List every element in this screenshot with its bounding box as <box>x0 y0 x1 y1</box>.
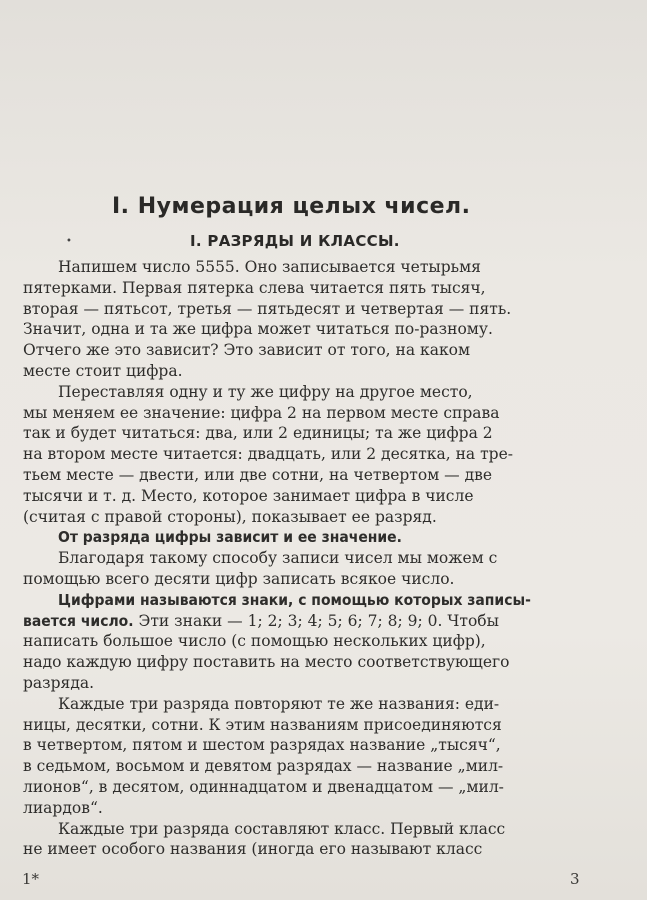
digits-list: Эти знаки — 1; 2; 3; 4; 5; 6; 7; 8; 9; 0. Чтобы <box>133 611 499 630</box>
text-line: Переставляя одну и ту же цифру на другое место, <box>58 382 473 401</box>
text-line: написать большое число (с помощью нескольких цифр), <box>23 632 486 651</box>
text-line: вторая — пятьсот, третья — пятьдесят и четвертая — пять. <box>23 299 512 318</box>
text-line: лионов“, в десятом, одиннадцатом и двенадцатом — „мил- <box>23 777 504 796</box>
text-line: в седьмом, восьмом и девятом разрядах — название „мил- <box>23 757 504 776</box>
text-line: тьем месте — двести, или две сотни, на четвертом — две <box>23 465 493 484</box>
text-line: Каждые три разряда составляют класс. Первый класс <box>58 819 506 838</box>
text-line: ницы, десятки, сотни. К этим названиям присоединяются <box>23 715 502 734</box>
text-line: (считая с правой стороны), показывает ее разряд. <box>23 507 437 526</box>
text-line: на втором месте читается: двадцать, или 2 десятка, на тре- <box>23 445 513 464</box>
definition-end: вается число. <box>23 611 134 630</box>
text-line-mixed <box>23 611 585 632</box>
section-title: I. РАЗРЯДЫ И КЛАССЫ. <box>190 232 400 250</box>
text-line: в четвертом, пятом и шестом разрядах название „тысяч“, <box>23 736 501 755</box>
page-number: 3 <box>570 870 580 888</box>
text-line: пятерками. Первая пятерка слева читается пять тысяч, <box>23 278 486 297</box>
text-line: Благодаря такому способу записи чисел мы можем с <box>58 549 498 568</box>
text-line: мы меняем ее значение: цифра 2 на первом месте справа <box>23 403 500 422</box>
chapter-title: I. Нумерация целых чисел. <box>112 194 471 219</box>
text-line: надо каждую цифру поставить на место соответствующего <box>23 653 510 672</box>
text-line: Каждые три разряда повторяют те же названия: еди- <box>58 694 500 713</box>
text-line: тысячи и т. д. Место, которое занимает цифра в числе <box>23 486 474 505</box>
text-line: помощью всего десяти цифр записать всякое число. <box>23 569 455 588</box>
text-line: разряда. <box>23 673 95 692</box>
text-line-bold: Цифрами называются знаки, с помощью которых записы- <box>58 590 531 609</box>
text-line-bold: От разряда цифры зависит и ее значение. <box>58 528 402 547</box>
text-line: Отчего же это зависит? Это зависит от того, на каком <box>23 341 471 360</box>
text-line: так и будет читаться: два, или 2 единицы; та же цифра 2 <box>23 424 493 443</box>
text-line: Напишем число 5555. Оно записывается четырьмя <box>58 258 481 276</box>
body-text <box>23 257 585 860</box>
signature-mark: 1* <box>22 870 40 888</box>
text-line: месте стоит цифра. <box>23 361 183 380</box>
text-line: не имеет особого названия (иногда его называют класс <box>23 840 483 859</box>
section-mark: • <box>66 236 72 247</box>
text-line: Значит, одна и та же цифра может читаться по-разному. <box>23 320 493 339</box>
text-line: лиардов“. <box>23 798 103 817</box>
